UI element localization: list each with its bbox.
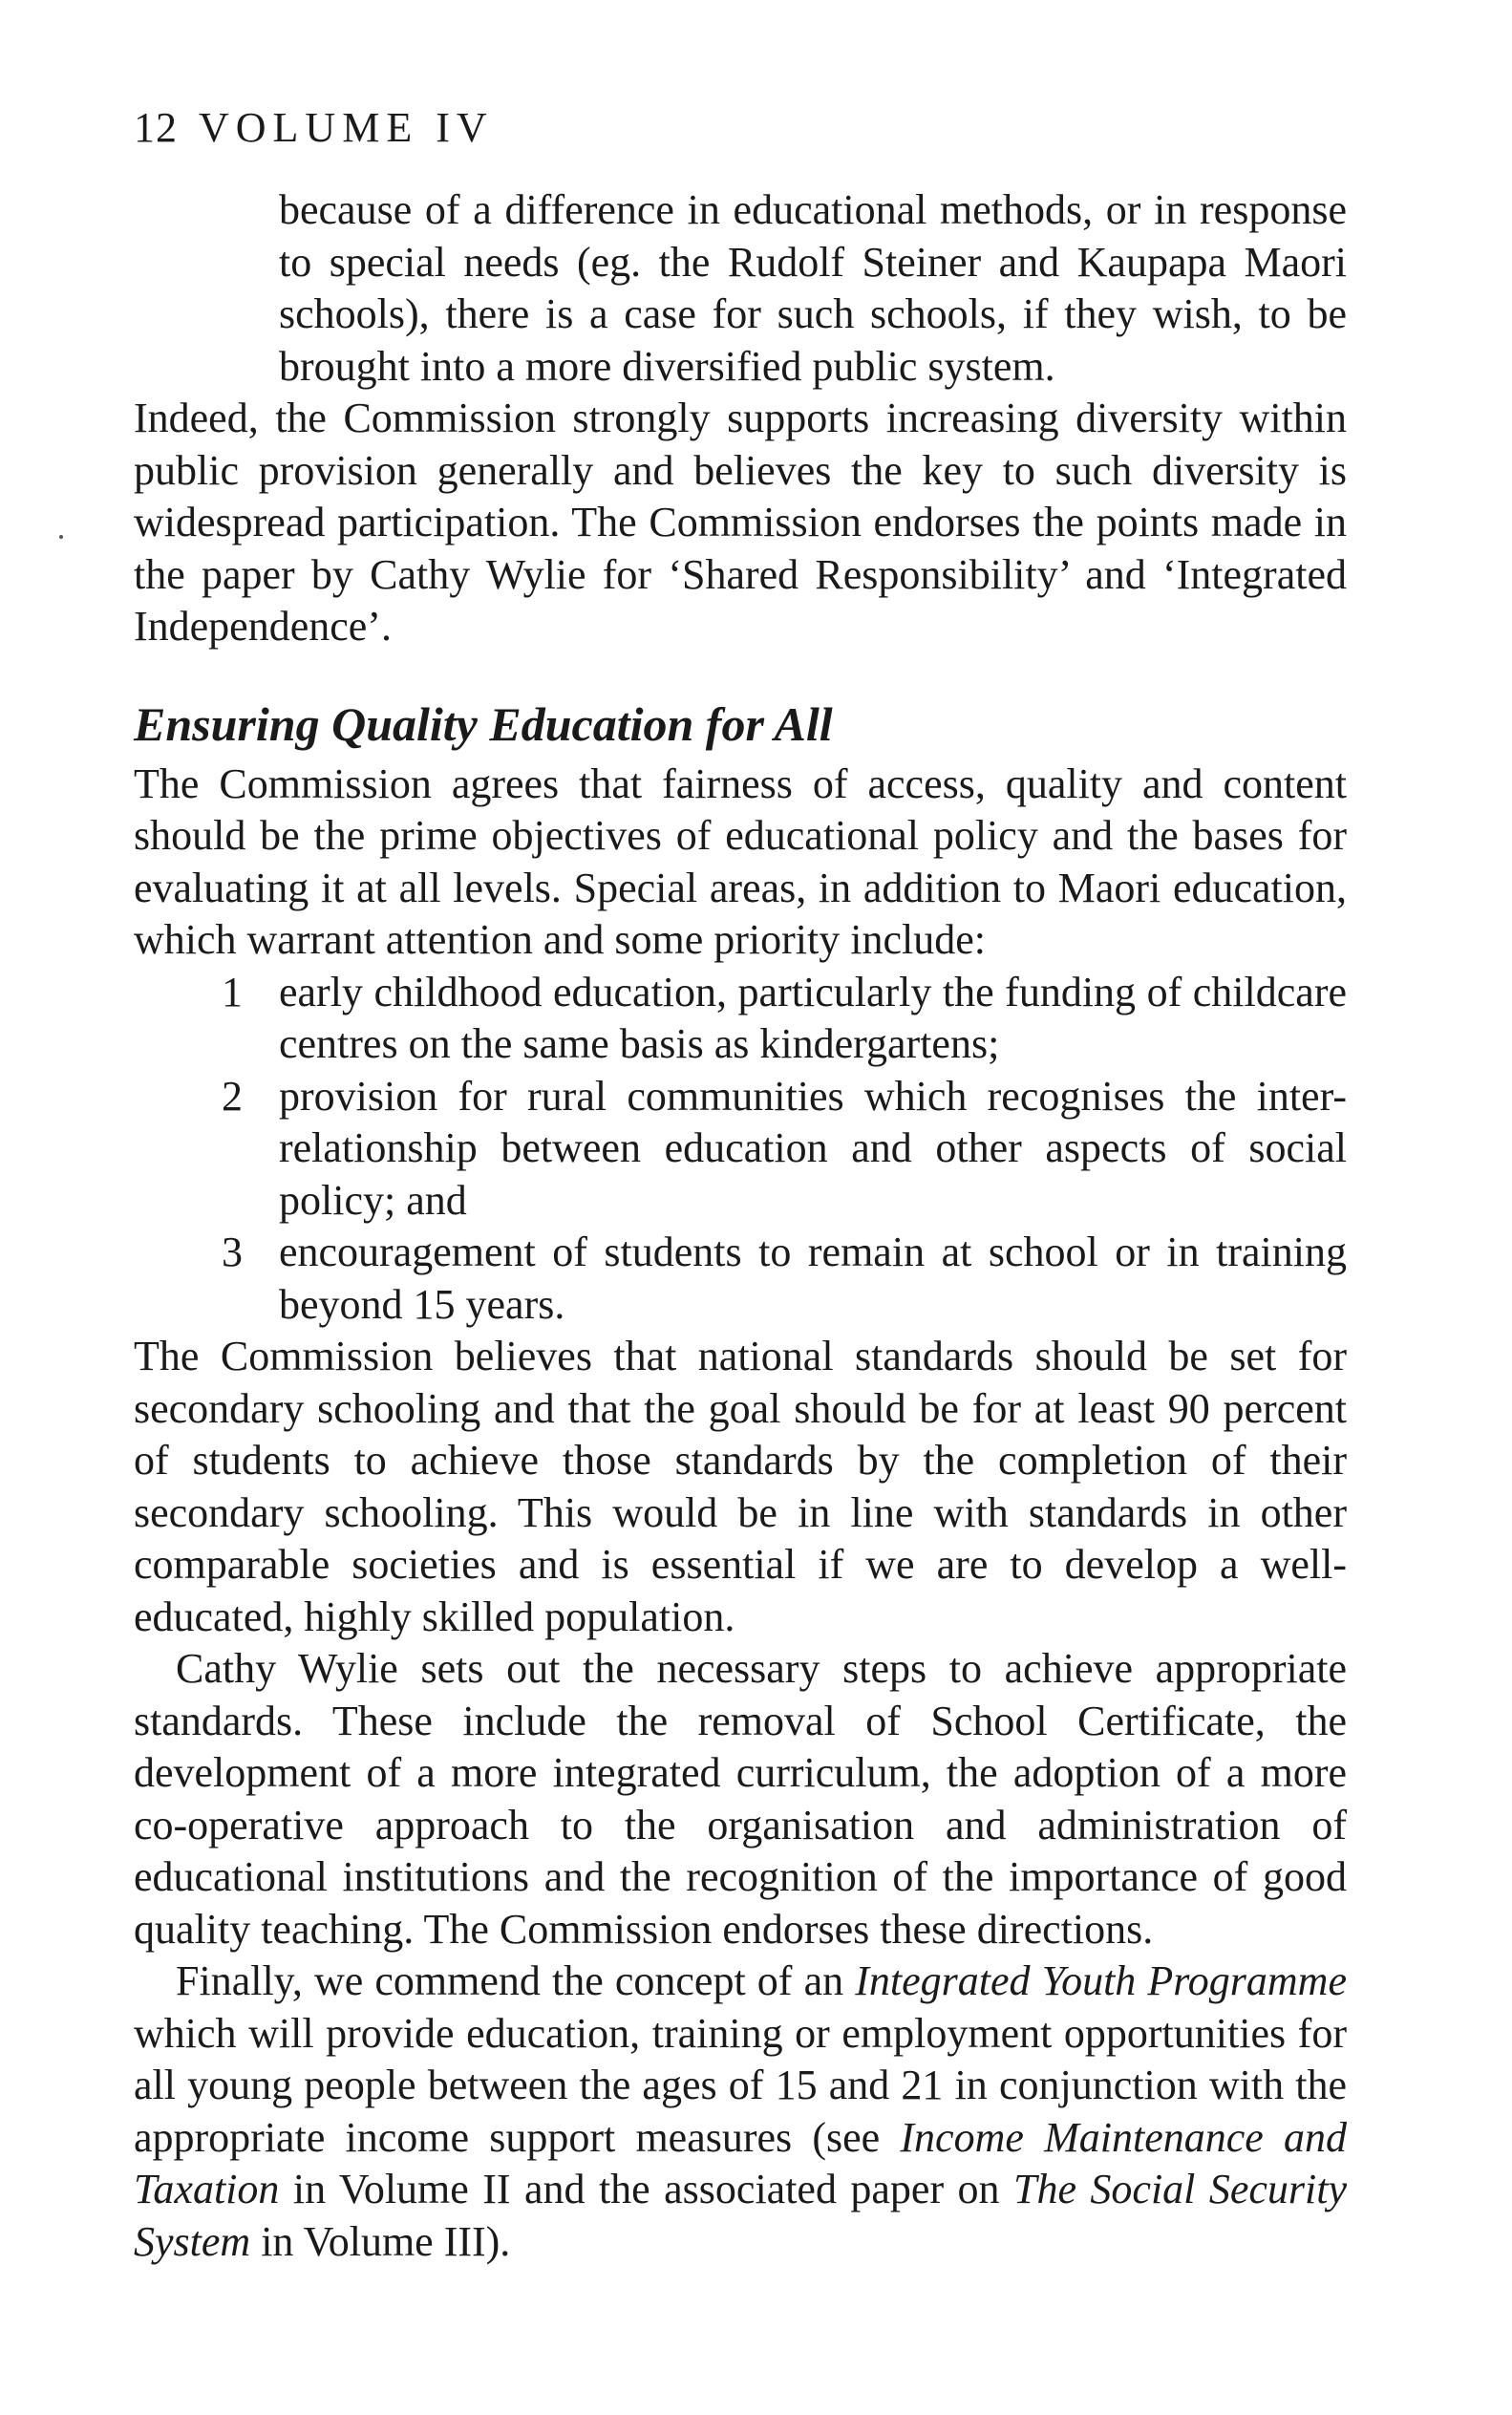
continuation-paragraph: because of a difference in educational methods, or in response to special needs (eg. the Rudolf Steiner and Kaupapa Maori schools), there is a case for such schools, if they wish, to be brought into a more diversified public system. [279, 186, 1347, 390]
finally-text-1: Finally, we commend the concept of an [176, 1957, 856, 2004]
list-item-number: 3 [222, 1229, 243, 1275]
wylie-paragraph: Cathy Wylie sets out the necessary steps to achieve appropriate standards. These include the removal of School Certificate, the development of a more integrated curriculum, the adoption of a more co-operative approach to the organisation and administration of educational institutions and the recognition of the importance of good quality teaching. The Commission endorses these directions. [134, 1645, 1347, 1953]
finally-text-3: in Volume II and the associated paper on [279, 2166, 1013, 2212]
diversity-paragraph: Indeed, the Commission strongly supports increasing diversity within public provision generally and believes the key to such diversity is widespread participation. The Commission endorses the points made in the paper by Cathy Wylie for ‘Shared Responsibility’ and ‘Integrated Independence’. [134, 395, 1347, 650]
section-heading: Ensuring Quality Education for All [134, 696, 833, 751]
margin-mark [59, 535, 63, 539]
fairness-paragraph: The Commission agrees that fairness of access, quality and content should be the prime objectives of educational policy and the bases for evaluating it at all levels. Special areas, in addition to Maori education, which warrant attention and some priority include: [134, 759, 1347, 963]
list-item [134, 967, 1347, 1071]
list-item-number: 2 [222, 1072, 243, 1120]
list-item-text: early childhood education, particularly the funding of childcare centres on the same basis as kindergartens; [279, 968, 1347, 1067]
social-security-title: The Social Security System [134, 2166, 1347, 2265]
standards-paragraph: The Commission believes that national standards should be set for secondary schooling and that the goal should be for at least 90 percent of students to achieve those standards by the completion of their secondary schooling. This would be in line with standards in other comparable societies and is essential if we are to develop a well-educated, highly skilled population. [134, 1333, 1347, 1640]
list-item-text: provision for rural communities which recognises the inter-relationship between education and other aspects of social policy; and [279, 1072, 1347, 1224]
income-maintenance-title: Income Maintenance and Taxation [134, 2113, 1347, 2212]
page-number: 12 [134, 104, 178, 151]
running-title: VOLUME IV [199, 104, 494, 151]
running-head [134, 104, 494, 151]
finally-text-2: which will provide education, training or employment opportunities for all young people between the ages of 15 and 21 in conjunction with the appropriate income support measures (see [134, 2009, 1347, 2161]
integrated-youth-programme-title: Integrated Youth Programme [855, 1957, 1347, 2004]
body-text [134, 184, 1347, 2268]
list-item [134, 1071, 1347, 1228]
list-item-number: 1 [222, 968, 243, 1015]
priority-list [134, 967, 1347, 1332]
finally-paragraph [134, 1956, 1347, 2268]
list-item-text: encouragement of students to remain at school or in training beyond 15 years. [279, 1229, 1347, 1328]
list-item [134, 1227, 1347, 1331]
finally-text-4: in Volume III). [250, 2217, 511, 2265]
